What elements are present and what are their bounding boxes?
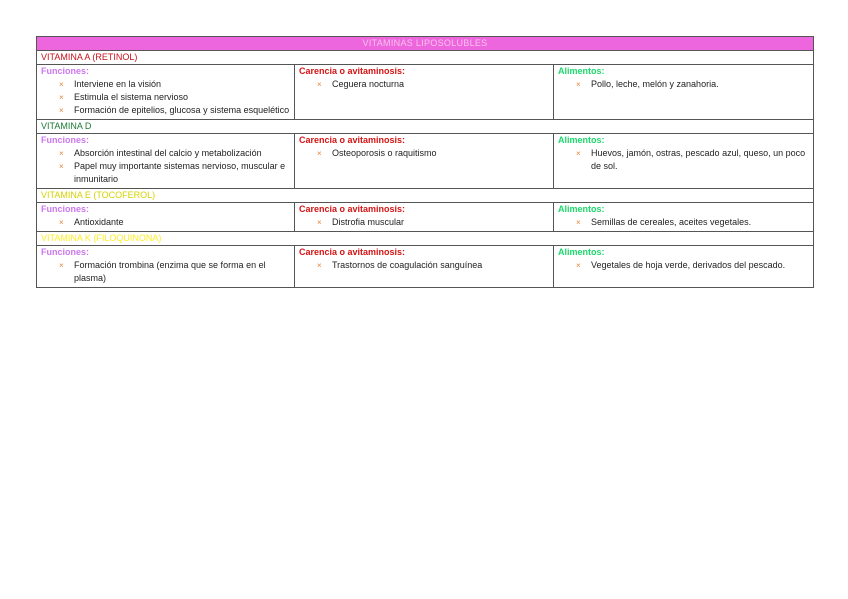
alimentos-list — [558, 259, 809, 272]
alimentos-heading: Alimentos: — [558, 135, 605, 145]
vitamin-section-row — [37, 189, 814, 203]
list-item-text: Ceguera nocturna — [332, 79, 405, 89]
carencia-list — [299, 216, 549, 229]
list-item — [41, 216, 290, 229]
list-item-text: Absorción intestinal del calcio y metabolización — [74, 148, 262, 158]
list-item-text: Huevos, jamón, ostras, pescado azul, queso, un poco de sol. — [591, 148, 806, 171]
list-item-text: Pollo, leche, melón y zanahoria. — [591, 79, 719, 89]
alimentos-heading: Alimentos: — [558, 66, 605, 76]
vitamin-detail-row — [37, 65, 814, 120]
bullet-x-icon: × — [317, 149, 322, 158]
alimentos-list — [558, 216, 809, 229]
list-item — [41, 147, 290, 160]
vitamin-section-row — [37, 51, 814, 65]
list-item-text: Osteoporosis o raquitismo — [332, 148, 437, 158]
funciones-list — [41, 147, 290, 186]
carencia-cell — [295, 246, 554, 288]
vitamin-section-row — [37, 120, 814, 134]
bullet-x-icon: × — [59, 261, 64, 270]
funciones-cell — [37, 134, 295, 189]
funciones-cell — [37, 65, 295, 120]
list-item-text: Semillas de cereales, aceites vegetales. — [591, 217, 752, 227]
alimentos-list — [558, 78, 809, 91]
list-item-text: Antioxidante — [74, 217, 124, 227]
funciones-heading: Funciones: — [41, 247, 90, 257]
bullet-x-icon: × — [576, 149, 581, 158]
list-item-text: Formación de epitelios, glucosa y sistema esquelético — [74, 105, 290, 115]
alimentos-heading: Alimentos: — [558, 247, 605, 257]
title-row — [37, 37, 814, 51]
carencia-list — [299, 78, 549, 91]
carencia-cell — [295, 203, 554, 232]
alimentos-cell — [554, 246, 814, 288]
bullet-x-icon: × — [59, 149, 64, 158]
bullet-x-icon: × — [59, 80, 64, 89]
carencia-heading: Carencia o avitaminosis: — [299, 66, 406, 76]
carencia-heading: Carencia o avitaminosis: — [299, 204, 406, 214]
list-item — [299, 147, 549, 160]
list-item-text: Vegetales de hoja verde, derivados del pescado. — [591, 260, 786, 270]
list-item — [558, 147, 809, 173]
funciones-heading: Funciones: — [41, 204, 90, 214]
alimentos-heading: Alimentos: — [558, 204, 605, 214]
carencia-list — [299, 259, 549, 272]
vitamin-name: VITAMINA K (FILOQUINONA) — [37, 232, 814, 246]
list-item — [41, 160, 290, 186]
vitamin-detail-row — [37, 134, 814, 189]
alimentos-cell — [554, 65, 814, 120]
bullet-x-icon: × — [59, 93, 64, 102]
funciones-list — [41, 216, 290, 229]
alimentos-cell — [554, 134, 814, 189]
list-item — [558, 78, 809, 91]
list-item — [558, 259, 809, 272]
funciones-list — [41, 259, 290, 285]
funciones-cell — [37, 246, 295, 288]
alimentos-cell — [554, 203, 814, 232]
list-item — [41, 104, 290, 117]
list-item-text: Formación trombina (enzima que se forma en el plasma) — [74, 260, 266, 283]
table-title: VITAMINAS LIPOSOLUBLES — [37, 37, 814, 51]
vitamin-name: VITAMINA E (TOCOFEROL) — [37, 189, 814, 203]
funciones-heading: Funciones: — [41, 66, 90, 76]
carencia-heading: Carencia o avitaminosis: — [299, 247, 406, 257]
list-item — [299, 78, 549, 91]
bullet-x-icon: × — [576, 218, 581, 227]
vitamin-section-row — [37, 232, 814, 246]
list-item — [41, 78, 290, 91]
list-item-text: Interviene en la visión — [74, 79, 162, 89]
list-item — [41, 259, 290, 285]
vitamin-name: VITAMINA A (RETINOL) — [37, 51, 814, 65]
list-item-text: Distrofia muscular — [332, 217, 405, 227]
list-item — [41, 91, 290, 104]
carencia-cell — [295, 134, 554, 189]
bullet-x-icon: × — [59, 162, 64, 171]
carencia-cell — [295, 65, 554, 120]
bullet-x-icon: × — [59, 106, 64, 115]
list-item-text: Papel muy importante sistemas nervioso, muscular e inmunitario — [74, 161, 286, 184]
bullet-x-icon: × — [576, 261, 581, 270]
carencia-list — [299, 147, 549, 160]
funciones-list — [41, 78, 290, 117]
list-item — [299, 259, 549, 272]
carencia-heading: Carencia o avitaminosis: — [299, 135, 406, 145]
bullet-x-icon: × — [317, 80, 322, 89]
bullet-x-icon: × — [59, 218, 64, 227]
bullet-x-icon: × — [576, 80, 581, 89]
vitamin-detail-row — [37, 203, 814, 232]
funciones-cell — [37, 203, 295, 232]
funciones-heading: Funciones: — [41, 135, 90, 145]
vitamin-name: VITAMINA D — [37, 120, 814, 134]
vitamin-detail-row — [37, 246, 814, 288]
list-item-text: Trastornos de coagulación sanguínea — [332, 260, 483, 270]
list-item — [299, 216, 549, 229]
bullet-x-icon: × — [317, 261, 322, 270]
alimentos-list — [558, 147, 809, 173]
vitamins-table — [36, 36, 814, 288]
bullet-x-icon: × — [317, 218, 322, 227]
list-item — [558, 216, 809, 229]
list-item-text: Estimula el sistema nervioso — [74, 92, 189, 102]
